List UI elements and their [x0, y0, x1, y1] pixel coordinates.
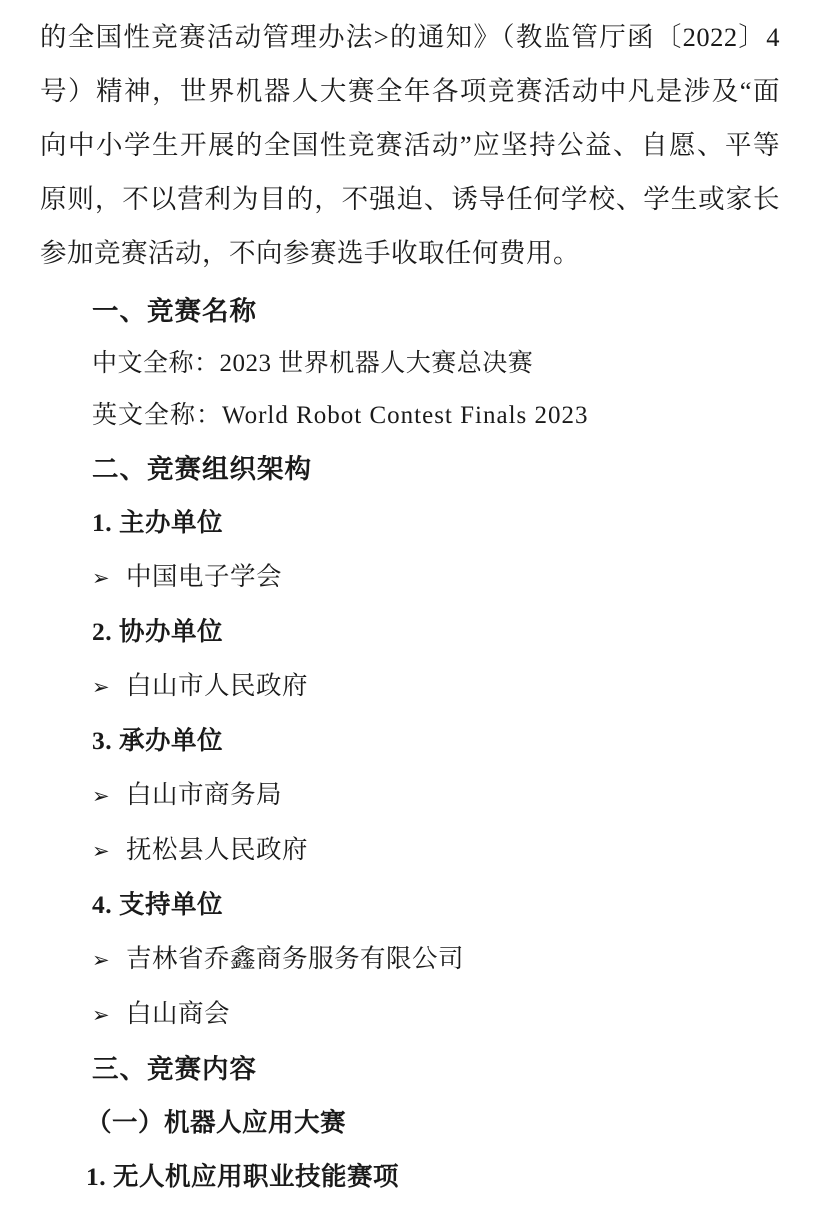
arrow-bullet-icon: ➢ [92, 839, 111, 863]
org-group-2-bullet-1: 白山市人民政府 [126, 671, 309, 700]
list-item [40, 932, 780, 987]
arrow-bullet-icon: ➢ [92, 948, 111, 972]
arrow-bullet-icon: ➢ [92, 566, 111, 590]
list-item [40, 659, 780, 714]
org-group-3-bullet-1: 白山市商务局 [126, 780, 283, 809]
org-group-2-title: 2. 协办单位 [92, 617, 224, 646]
org-group-4-bullet-1: 吉林省乔鑫商务服务有限公司 [126, 944, 465, 973]
section-heading-2: 二、竞赛组织架构 [92, 454, 312, 484]
arrow-bullet-icon: ➢ [92, 1003, 111, 1027]
list-item [40, 768, 780, 823]
org-group-3-title: 3. 承办单位 [92, 726, 224, 755]
section-heading-3: 三、竞赛内容 [92, 1054, 257, 1084]
section-1-line-2: 英文全称：World Robot Contest Finals 2023 [92, 402, 589, 429]
org-group-4-title: 4. 支持单位 [92, 890, 224, 919]
section-3-item-1: （一）机器人应用大赛 [86, 1108, 347, 1137]
intro-paragraph: 的全国性竞赛活动管理办法>的通知》（教监管厅函〔2022〕4 号）精神，世界机器人大赛全年各项竞赛活动中凡是涉及“面向中小学生开展的全国性竞赛活动”应坚持公益、自愿、平等原则，不以营利为目的，不强迫、诱导任何学校、学生或家长参加竞赛活动，不向参赛选手收取任何费用。 [40, 22, 780, 268]
org-group-4-bullet-2: 白山商会 [126, 999, 231, 1028]
section-1-line-1: 中文全称：2023 世界机器人大赛总决赛 [92, 350, 534, 377]
list-item [40, 550, 780, 605]
org-group-1-bullet-1: 中国电子学会 [126, 562, 283, 591]
section-heading-1: 一、竞赛名称 [92, 296, 257, 326]
section-3-item-2: 1. 无人机应用职业技能赛项 [86, 1162, 400, 1191]
org-group-3-bullet-2: 抚松县人民政府 [126, 835, 309, 864]
list-item [40, 823, 780, 878]
arrow-bullet-icon: ➢ [92, 675, 111, 699]
arrow-bullet-icon: ➢ [92, 784, 111, 808]
list-item [40, 987, 780, 1042]
org-group-1-title: 1. 主办单位 [92, 508, 224, 537]
